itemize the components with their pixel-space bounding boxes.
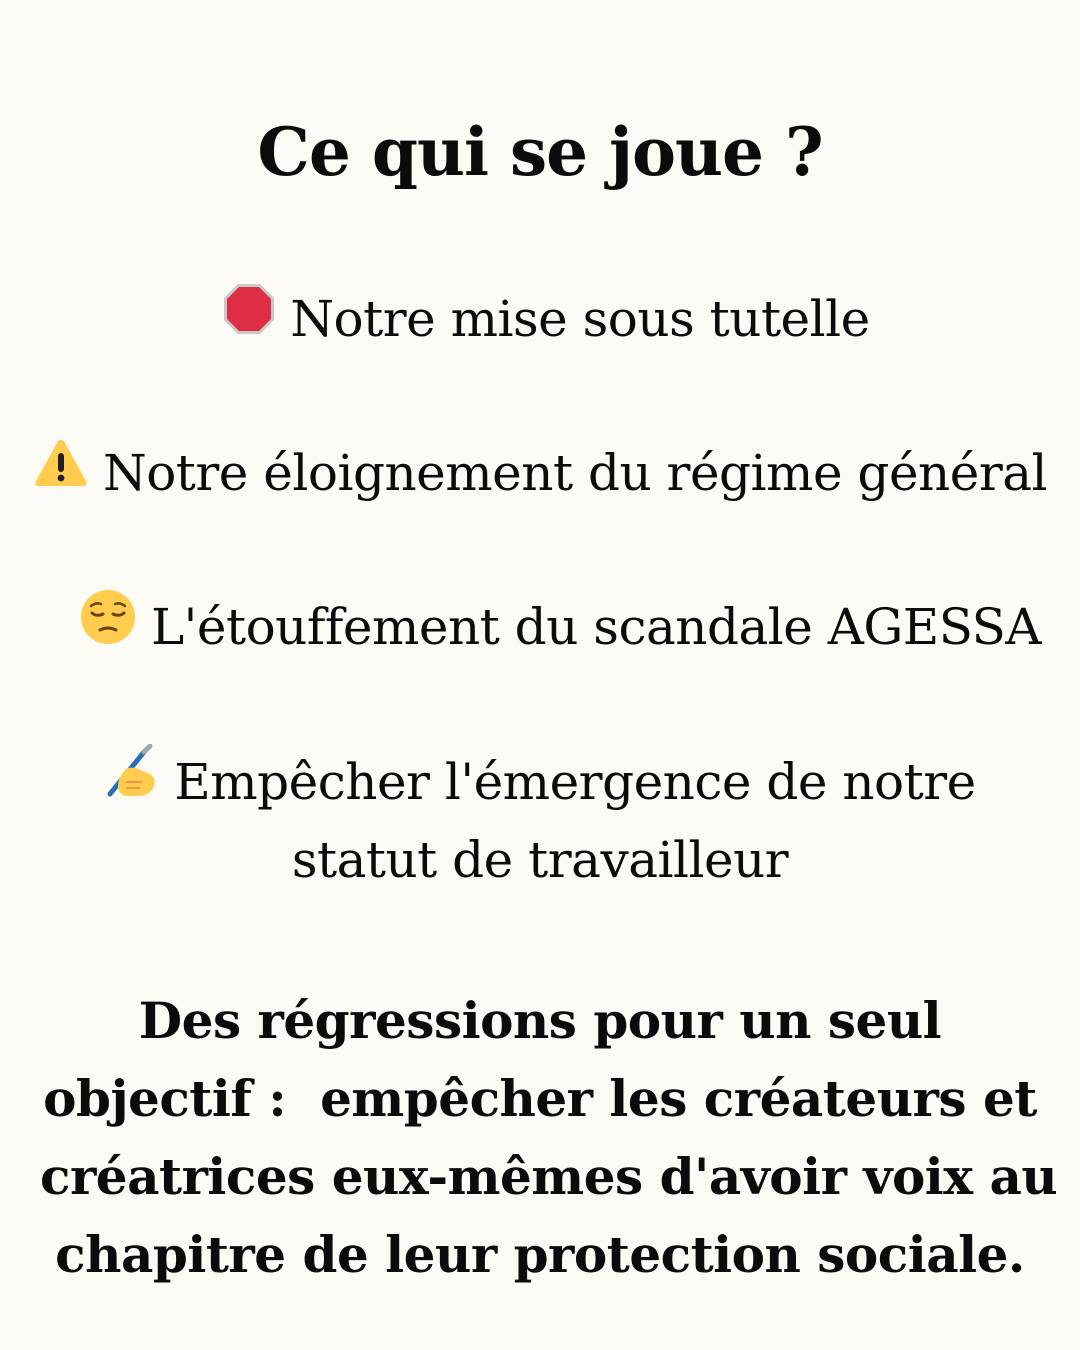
list-item-label: L'étouffement du scandale AGESSA: [150, 598, 1042, 656]
stop-sign-icon: [222, 282, 276, 355]
conclusion-line-3: créatrices eux-mêmes d'avoir voix au: [40, 1147, 1058, 1206]
writing-hand-icon: [104, 744, 160, 819]
warning-icon: [33, 436, 89, 508]
list-item-eloignement: [0, 437, 1080, 513]
list-item-label-line2: statut de travailleur: [291, 830, 789, 889]
pensive-face-icon: [79, 588, 137, 665]
conclusion-line-4: chapitre de leur protection sociale.: [55, 1225, 1025, 1284]
page-title: Ce qui se joue ?: [257, 113, 823, 191]
list-item-label-line1: Empêcher l'émergence de notre: [174, 753, 976, 811]
list-item-label: Notre éloignement du régime général: [102, 444, 1048, 502]
conclusion-line-1: Des régressions pour un seul: [138, 991, 942, 1050]
list-item-tutelle: [6, 283, 1080, 360]
list-item-agessa: [20, 591, 1080, 670]
list-item-statut: [0, 746, 1080, 896]
conclusion-line-2: objectif : empêcher les créateurs et: [43, 1069, 1037, 1128]
list-item-label: Notre mise sous tutelle: [290, 290, 870, 348]
conclusion-text: [40, 982, 1058, 1294]
